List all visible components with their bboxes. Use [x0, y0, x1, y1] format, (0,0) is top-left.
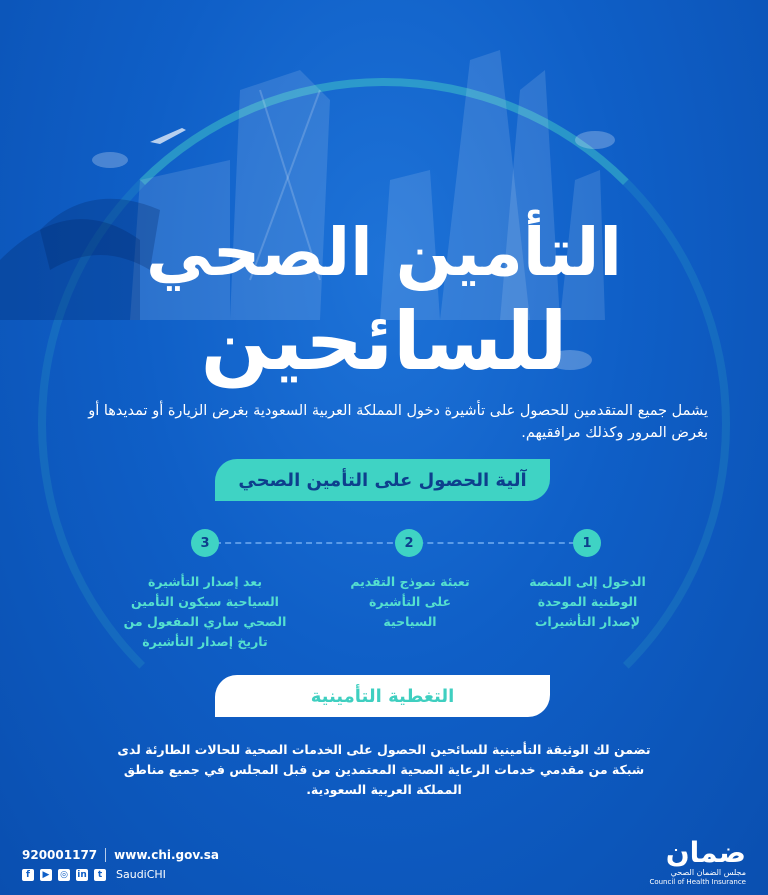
coverage-heading: التغطية التأمينية	[215, 675, 550, 717]
page-title-line-1: التأمين الصحي	[145, 214, 623, 291]
mechanism-heading: آلية الحصول على التأمين الصحي	[215, 459, 550, 501]
logo-subtitle-english: Council of Health Insurance	[649, 878, 746, 886]
divider	[105, 848, 106, 862]
step-number-1: 1	[573, 529, 601, 557]
step-text-1: الدخول إلى المنصة الوطنية الموحدة لإصدار التأشيرات	[529, 574, 646, 629]
instagram-icon[interactable]: ◎	[58, 869, 70, 881]
coverage-paragraph: تضمن لك الوثيقة التأمينية للسائحين الحصول على الخدمات الصحية للحالات الطارئة لدى شبكة من مقدمي خدمات الرعاية الصحية المعتمدين من قبل المجلس في جميع مناطق المملكة العربية السعودية.	[117, 742, 651, 797]
step-text-3: بعد إصدار التأشيرة السياحية سيكون التأمين الصحي ساري المفعول من تاريخ إصدار التأشيرة	[123, 574, 287, 649]
step-number-2: 2	[395, 529, 423, 557]
social-links	[22, 868, 166, 881]
intro-paragraph: يشمل جميع المتقدمين للحصول على تأشيرة دخول المملكة العربية السعودية بغرض الزيارة أو تمديدها أو بغرض المرور وكذلك مرافقيهم.	[88, 403, 708, 441]
logo-wordmark: ضمان	[665, 836, 746, 869]
website-link[interactable]: www.chi.gov.sa	[114, 848, 220, 862]
step-number-3: 3	[191, 529, 219, 557]
contact-info	[22, 848, 219, 862]
youtube-icon[interactable]: ▶	[40, 869, 52, 881]
airplane-icon	[150, 128, 186, 144]
facebook-icon[interactable]: f	[22, 869, 34, 881]
chi-logo	[649, 838, 746, 887]
page-title-line-2: للسائحين	[200, 295, 568, 388]
step-text-2: تعبئة نموذج التقديم على التأشيرة السياحية	[350, 574, 470, 629]
social-handle[interactable]: SaudiCHI	[116, 868, 166, 881]
twitter-icon[interactable]: t	[94, 869, 106, 881]
logo-subtitle-arabic: مجلس الضمان الصحي	[670, 868, 746, 877]
phone-number[interactable]: 920001177	[22, 848, 98, 862]
linkedin-icon[interactable]: in	[77, 869, 87, 880]
